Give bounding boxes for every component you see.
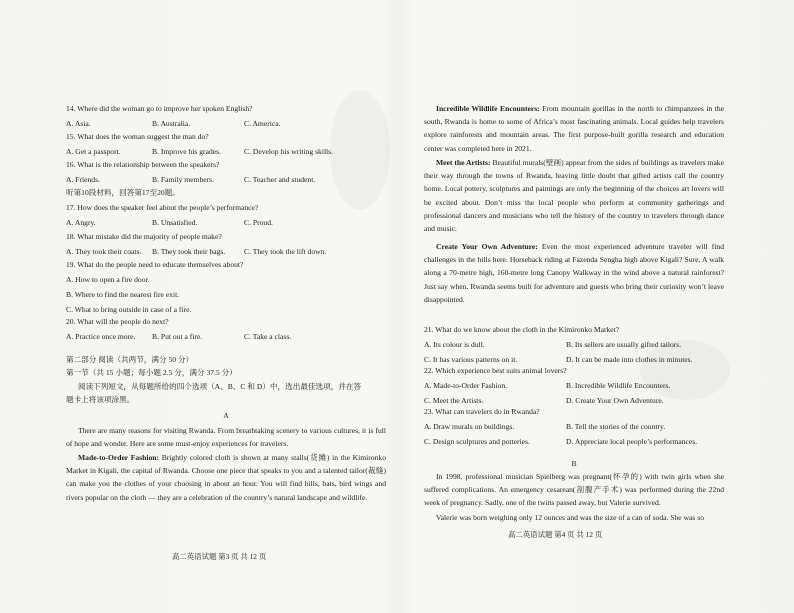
option-a: A. They took their coats. <box>66 247 142 256</box>
option-a: A. Get a passport. <box>66 147 121 156</box>
question-19 <box>66 259 243 316</box>
left-page <box>66 0 386 613</box>
option-c: C. Proud. <box>244 218 273 227</box>
option-b: B. Tell the stories of the country. <box>566 422 666 431</box>
option-c: C. America. <box>244 119 281 128</box>
option-b: B. Where to find the nearest fire exit. <box>66 290 180 299</box>
option-d: D. It can be made into clothes in minutes. <box>566 355 693 364</box>
fashion-heading: Made-to-Order Fashion: <box>78 453 160 462</box>
right-page <box>424 0 724 613</box>
section-one-title: 第一节（共 15 小题；每小题 2.5 分，满分 37.5 分） <box>66 368 237 377</box>
question-stem: 20. What will the people do next? <box>66 317 169 326</box>
option-c: C. Take a class. <box>244 332 292 341</box>
passage-b-paragraph-1: In 1998, professional musician Spielberg was pregnant(怀孕的) with twin girls when she suffered complications. An emergency cesarean(剖腹产手术) was performed during the 22nd week of pregnancy. Sadly, one of the twins passed away, but Valerie survived. <box>424 472 724 508</box>
adventure-text: Even the most experienced adventure traveler will find challenges in the hills here. Horseback riding at Fazenda Sengha high above Kigali? Sure. A walk along a 70-metre high, 160-metre long Canopy Walkway in the wind above a natural rainforest? Just say when. Rwanda seems built for adventure and guests who bring their curiosity won’t leave disappointed. <box>424 242 724 304</box>
option-a: A. Angry. <box>66 218 96 227</box>
passage-intro: There are many reasons for visiting Rwanda. From breathtaking scenery to various cultures, it is full of hope and wonder. Here are some must-enjoy experiences for travelers. <box>66 426 386 449</box>
option-a: A. How to open a fire door. <box>66 275 150 284</box>
option-b: B. Improve his grades. <box>152 147 221 156</box>
option-b: B. Put out a fire. <box>152 332 203 341</box>
option-c: C. It has various patterns on it. <box>424 355 518 364</box>
adventure-paragraph <box>424 240 724 306</box>
fashion-text: Brightly colored cloth is shown at many stalls(货摊) in the Kimironko Market in Kigali, the capital of Rwanda. Choose one piece that speaks to you and a talented tailor(裁缝) can make you the clothes of your choosing in about an hour. You will find hills, bats, bird wings and rivers popular on the cloth — they are a celebration of the country’s natural landscape and wildlife. <box>66 453 387 502</box>
artists-text: Beautiful murals(壁画) appear from the sides of buildings as travelers make their way through the towns of Rwanda, leaving little doubt that gifted artists call the country home. Local pottery, sculptures and paintings are only the beginning of the choices art lovers will be excited about. Don’t miss the local people who perform at community gatherings and professional dancers and musicians who tell the history of the country to travelers through dance and music. <box>424 158 724 234</box>
question-17 <box>66 202 273 229</box>
option-b: B. Family members. <box>152 175 215 184</box>
option-c: C. What to bring outside in case of a fire. <box>66 305 192 314</box>
passage-b-paragraph-2: Valerie was born weighing only 12 ounces and was the size of a can of soda. She was so <box>436 513 705 522</box>
reading-instruction-line1: 阅读下列短文，从每题所给的四个选项（A、B、C 和 D）中，选出最佳选项，并在答 <box>78 382 362 391</box>
page-footer-right: 高二英语试题 第4 页 共 12 页 <box>508 530 603 539</box>
audio-instruction: 听第10段材料，回答第17至20题。 <box>66 188 180 197</box>
question-stem: 16. What is the relationship between the speakers? <box>66 160 220 169</box>
question-22 <box>424 365 708 407</box>
wildlife-paragraph <box>424 102 724 155</box>
wildlife-heading: Incredible Wildlife Encounters: <box>436 104 540 113</box>
question-stem: 21. What do we know about the cloth in the Kimironko Market? <box>424 325 620 334</box>
option-c: C. Meet the Artists. <box>424 396 484 405</box>
option-a: A. Its colour is dull. <box>424 340 485 349</box>
question-stem: 18. What mistake did the majority of people make? <box>66 232 222 241</box>
adventure-heading: Create Your Own Adventure: <box>436 242 538 251</box>
question-18 <box>66 231 326 258</box>
question-14 <box>66 103 280 130</box>
option-b: B. Unsatisfied. <box>152 218 198 227</box>
option-b: B. Australia. <box>152 119 191 128</box>
question-stem: 19. What do the people need to educate themselves about? <box>66 260 244 269</box>
option-b: B. Incredible Wildlife Encounters. <box>566 381 671 390</box>
passage-label-a: A <box>223 411 229 420</box>
wildlife-text: From mountain gorillas in the north to chimpanzees in the south, Rwanda is home to some of Africa’s most fascinating animals. Local guides help travelers explore rainforests and mountain areas. The first purpose-built gorilla research and education center was completed here in 2021. <box>424 104 724 153</box>
question-21 <box>424 324 708 366</box>
question-15 <box>66 131 333 158</box>
passage-label-b: B <box>571 459 577 468</box>
option-a: A. Made-to-Order Fashion. <box>424 381 508 390</box>
reading-instruction-line2: 题卡上将该项涂黑。 <box>66 395 135 404</box>
question-20 <box>66 316 291 343</box>
option-c: C. Design sculptures and potteries. <box>424 437 530 446</box>
option-c: C. They took the lift down. <box>244 247 327 256</box>
question-stem: 15. What does the woman suggest the man do? <box>66 132 209 141</box>
option-a: A. Draw murals on buildings. <box>424 422 515 431</box>
question-stem: 14. Where did the woman go to improve her spoken English? <box>66 104 253 113</box>
fashion-paragraph <box>66 451 386 504</box>
question-stem: 23. What can travelers do in Rwanda? <box>424 407 540 416</box>
question-stem: 22. Which experience best suits animal lovers? <box>424 366 567 375</box>
question-16 <box>66 159 315 186</box>
option-a: A. Practice once more. <box>66 332 136 341</box>
question-23 <box>424 406 708 448</box>
option-a: A. Asia. <box>66 119 91 128</box>
option-d: D. Create Your Own Adventure. <box>566 396 664 405</box>
part-two-title: 第二部分 阅读（共两节，满分 50 分） <box>66 355 194 364</box>
artists-paragraph <box>424 156 724 235</box>
page-footer-left: 高二英语试题 第3 页 共 12 页 <box>172 552 267 561</box>
option-c: C. Teacher and student. <box>244 175 316 184</box>
question-stem: 17. How does the speaker feel about the people’s performance? <box>66 203 259 212</box>
option-d: D. Appreciate local people’s performances. <box>566 437 698 446</box>
option-b: B. Its sellers are usually gifted tailors. <box>566 340 682 349</box>
option-c: C. Develop his writing skills. <box>244 147 334 156</box>
option-a: A. Friends. <box>66 175 100 184</box>
option-b: B. They took their bags. <box>152 247 226 256</box>
artists-heading: Meet the Artists: <box>436 158 491 167</box>
